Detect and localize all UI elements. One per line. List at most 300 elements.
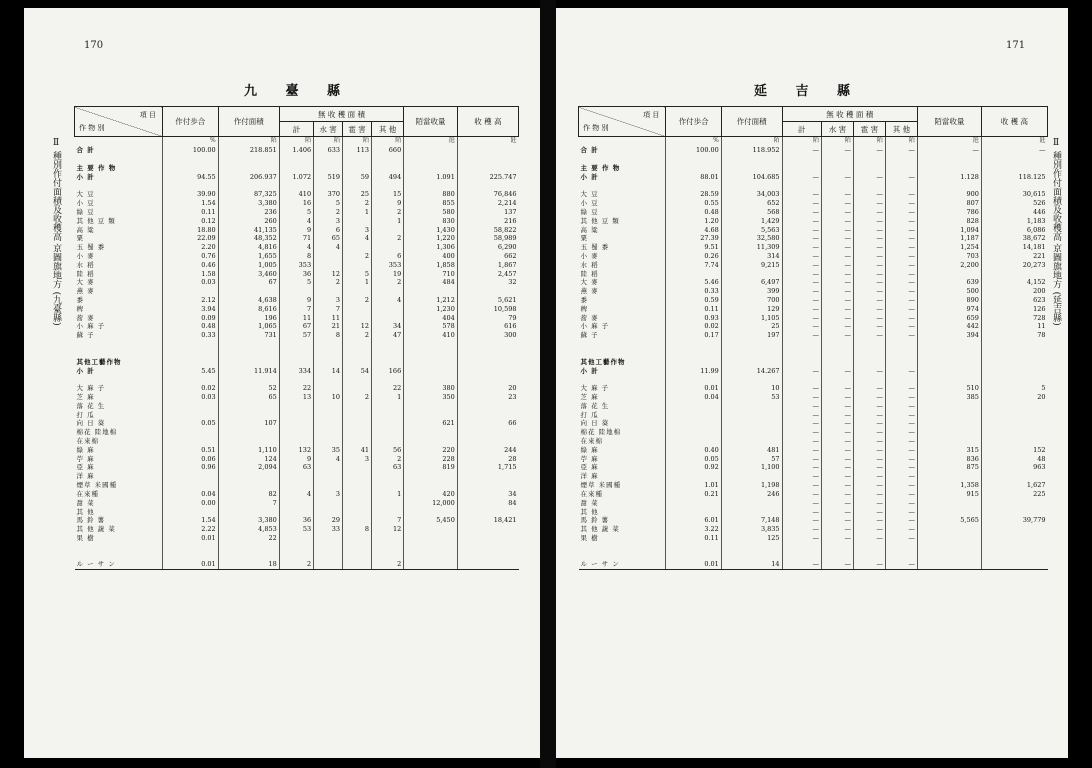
table-cell: 0.93 (666, 313, 721, 322)
table-row (579, 155, 1048, 164)
table-cell: 5 (314, 199, 343, 208)
crop-name: 煙草 米國種 (580, 481, 622, 490)
table-cell (343, 375, 372, 384)
table-cell: — (885, 472, 917, 481)
table-cell: 1.091 (404, 172, 458, 181)
table-cell (457, 375, 518, 384)
table-row (75, 437, 519, 446)
table-cell (721, 349, 782, 358)
table-row (75, 551, 519, 560)
table-row (579, 252, 1048, 261)
table-cell (885, 349, 917, 358)
table-cell (314, 463, 343, 472)
table-cell: — (885, 437, 917, 446)
table-cell: — (782, 296, 821, 305)
table-cell: — (821, 366, 853, 375)
crop-name: 其 他 豆 類 (76, 216, 116, 225)
table-cell (981, 525, 1047, 534)
table-cell (372, 481, 404, 490)
table-cell: 633 (314, 146, 343, 155)
table-cell (666, 410, 721, 419)
side-caption: Ⅱ 種別作付面積及收穫高 京圖旗地方 (延吉縣) (1051, 138, 1061, 326)
table-cell: 132 (279, 445, 313, 454)
table-cell (218, 340, 279, 349)
table-row (75, 234, 519, 243)
table-cell (372, 225, 404, 234)
table-cell: 890 (917, 296, 981, 305)
table-cell: — (782, 384, 821, 393)
table-cell: 137 (457, 208, 518, 217)
table-cell: 54 (343, 366, 372, 375)
table-cell (721, 419, 782, 428)
table-cell: 14.267 (721, 366, 782, 375)
table-row (579, 534, 1048, 543)
table-cell: — (782, 498, 821, 507)
table-cell: 41 (343, 445, 372, 454)
table-cell (821, 349, 853, 358)
table-cell: — (885, 393, 917, 402)
table-row (579, 181, 1048, 190)
right-page (556, 8, 1068, 758)
crop-name: 向 日 葵 (580, 419, 610, 428)
table-row (579, 410, 1048, 419)
table-row (75, 243, 519, 252)
table-row (75, 252, 519, 261)
header-item-bottom: 作 物 別 (79, 124, 105, 132)
crop-name (75, 542, 163, 551)
table-cell (917, 525, 981, 534)
table-cell: 2,214 (457, 199, 518, 208)
table-cell: 22 (218, 534, 279, 543)
table-cell: — (821, 287, 853, 296)
table-cell (981, 366, 1047, 375)
table-cell: 500 (917, 287, 981, 296)
table-cell (279, 472, 313, 481)
page-number: 171 (1006, 40, 1026, 51)
table-cell: 28 (457, 454, 518, 463)
table-row (579, 225, 1048, 234)
table-cell: 1,358 (917, 481, 981, 490)
table-cell (981, 163, 1047, 172)
table-cell: 3,380 (218, 199, 279, 208)
table-cell: 7 (279, 304, 313, 313)
table-cell: 9 (279, 296, 313, 305)
header-area: 作付面積 (218, 107, 279, 137)
table-cell (314, 155, 343, 164)
table-cell: 442 (917, 322, 981, 331)
table-cell: 5 (279, 208, 313, 217)
table-row (579, 172, 1048, 181)
table-cell: — (853, 498, 885, 507)
table-cell: — (885, 172, 917, 181)
table-cell: — (782, 331, 821, 340)
table-cell (218, 357, 279, 366)
table-cell (162, 507, 218, 516)
table-cell (404, 375, 458, 384)
header-total: 收 穫 高 (981, 107, 1047, 137)
table-cell (343, 163, 372, 172)
table-cell (721, 542, 782, 551)
table-cell: — (821, 172, 853, 181)
table-cell: 2 (372, 560, 404, 569)
table-cell: 100.00 (666, 146, 721, 155)
crop-name: 綠 麻 (580, 445, 599, 454)
crop-name: 甜 菜 (76, 498, 95, 507)
table-row (75, 410, 519, 419)
table-cell (404, 551, 458, 560)
crop-name: 其 他 蔬 菜 (580, 525, 620, 534)
table-cell: 8,616 (218, 304, 279, 313)
table-cell: — (885, 428, 917, 437)
table-cell: — (821, 437, 853, 446)
table-cell: — (885, 419, 917, 428)
table-cell: 32,580 (721, 234, 782, 243)
table-cell: 0.03 (162, 278, 218, 287)
table-cell (279, 401, 313, 410)
table-cell (782, 155, 821, 164)
crop-name: 綠 豆 (76, 207, 95, 216)
table-cell: 370 (314, 190, 343, 199)
table-cell: — (821, 278, 853, 287)
table-cell: — (853, 454, 885, 463)
table-cell (782, 551, 821, 560)
table-cell: 15 (372, 190, 404, 199)
table-cell: 855 (404, 199, 458, 208)
table-cell (218, 542, 279, 551)
table-row (579, 384, 1048, 393)
table-cell: 807 (917, 199, 981, 208)
table-cell (372, 551, 404, 560)
table-cell: — (782, 560, 821, 569)
table-row (579, 481, 1048, 490)
crop-name: 亞 麻 (580, 463, 599, 472)
crop-table (578, 106, 1048, 570)
table-row (579, 322, 1048, 331)
table-row (75, 445, 519, 454)
table-cell (404, 366, 458, 375)
table-cell (343, 304, 372, 313)
table-cell: — (853, 322, 885, 331)
table-cell (457, 181, 518, 190)
table-cell: — (821, 516, 853, 525)
crop-name: 大 麻 子 (580, 384, 610, 393)
table-cell: 5 (981, 384, 1047, 393)
table-cell: 19 (372, 269, 404, 278)
table-cell: 2.12 (162, 296, 218, 305)
table-cell (917, 401, 981, 410)
table-cell: 107 (218, 419, 279, 428)
table-cell: — (885, 490, 917, 499)
table-cell: 2 (343, 252, 372, 261)
table-cell: 2 (314, 208, 343, 217)
table-cell: 8 (314, 331, 343, 340)
table-cell: 244 (457, 445, 518, 454)
table-row (579, 551, 1048, 560)
table-cell: 0.11 (666, 534, 721, 543)
table-cell (457, 366, 518, 375)
table-cell: — (853, 278, 885, 287)
table-cell (457, 410, 518, 419)
table-cell: — (853, 252, 885, 261)
table-cell (981, 349, 1047, 358)
table-cell: 34 (372, 322, 404, 331)
table-cell: 1 (372, 490, 404, 499)
unit-cell: 瓩 (404, 137, 458, 146)
table-row (579, 190, 1048, 199)
table-cell: 314 (721, 252, 782, 261)
table-cell: 0.17 (666, 331, 721, 340)
table-cell (314, 542, 343, 551)
crop-name: 在來棉 (76, 437, 99, 446)
page-number: 170 (84, 40, 104, 51)
table-cell (343, 181, 372, 190)
table-cell: 2 (343, 393, 372, 402)
table-row (579, 516, 1048, 525)
unit-cell: 陌 (343, 137, 372, 146)
table-cell (981, 472, 1047, 481)
table-row (579, 366, 1048, 375)
table-cell: 0.48 (666, 208, 721, 217)
header-item-top: 項 目 (139, 111, 156, 119)
table-cell: 88.01 (666, 172, 721, 181)
unit-cell (75, 137, 163, 146)
table-cell: 36 (279, 269, 313, 278)
table-cell: 1.54 (162, 516, 218, 525)
table-cell (981, 181, 1047, 190)
table-cell: — (885, 401, 917, 410)
table-cell: — (885, 216, 917, 225)
table-cell: — (782, 410, 821, 419)
table-cell (314, 340, 343, 349)
table-cell (314, 260, 343, 269)
table-cell (457, 507, 518, 516)
table-cell (279, 410, 313, 419)
table-cell: 206.937 (218, 172, 279, 181)
table-cell: 8 (343, 525, 372, 534)
table-cell: 2 (343, 296, 372, 305)
table-row (75, 542, 519, 551)
table-cell: 56 (372, 445, 404, 454)
table-cell: 410 (404, 331, 458, 340)
table-cell (372, 410, 404, 419)
table-cell: — (821, 146, 853, 155)
table-cell: 3.94 (162, 304, 218, 313)
table-cell (162, 163, 218, 172)
table-cell (885, 181, 917, 190)
table-cell: 1,655 (218, 252, 279, 261)
table-cell: 4 (314, 454, 343, 463)
table-cell (372, 419, 404, 428)
table-row (75, 525, 519, 534)
table-cell: 446 (981, 208, 1047, 217)
table-cell: — (885, 234, 917, 243)
table-row (75, 146, 519, 155)
table-cell (782, 375, 821, 384)
table-cell: 710 (404, 269, 458, 278)
table-row (75, 296, 519, 305)
table-cell (404, 181, 458, 190)
table-cell (162, 349, 218, 358)
table-cell: 67 (218, 278, 279, 287)
table-cell: — (782, 454, 821, 463)
table-row (579, 498, 1048, 507)
crop-name: 落 花 生 (76, 401, 106, 410)
table-cell (981, 437, 1047, 446)
table-cell (404, 146, 458, 155)
table-cell (666, 340, 721, 349)
table-cell (314, 349, 343, 358)
table-cell: — (821, 463, 853, 472)
table-cell (782, 349, 821, 358)
table-cell (853, 181, 885, 190)
table-cell (314, 357, 343, 366)
table-cell: — (782, 445, 821, 454)
table-cell (162, 375, 218, 384)
table-cell: 118.125 (981, 172, 1047, 181)
table-cell (279, 551, 313, 560)
table-row (75, 340, 519, 349)
table-row (75, 481, 519, 490)
table-cell: — (821, 445, 853, 454)
unit-cell: 瓩 (457, 137, 518, 146)
table-cell: — (853, 463, 885, 472)
table-row (579, 278, 1048, 287)
book-spine (540, 0, 556, 768)
table-cell: — (853, 199, 885, 208)
crop-name (75, 349, 163, 358)
table-cell: 1,198 (721, 481, 782, 490)
table-cell: 13 (279, 393, 313, 402)
table-cell (404, 155, 458, 164)
table-cell (457, 357, 518, 366)
table-cell (666, 401, 721, 410)
table-cell: — (885, 410, 917, 419)
table-cell: 1.58 (162, 269, 218, 278)
table-cell (162, 287, 218, 296)
table-cell: 3,835 (721, 525, 782, 534)
table-cell (885, 375, 917, 384)
table-cell: 5.46 (666, 278, 721, 287)
table-cell: 0.02 (162, 384, 218, 393)
table-cell (782, 357, 821, 366)
table-cell (457, 155, 518, 164)
table-cell (372, 472, 404, 481)
table-cell (314, 252, 343, 261)
unit-cell: 陌 (279, 137, 313, 146)
unit-cell: 陌 (372, 137, 404, 146)
table-row (579, 163, 1048, 172)
crop-name: 其 他 豆 類 (580, 216, 620, 225)
table-cell (372, 542, 404, 551)
table-cell: — (885, 366, 917, 375)
table-row (579, 313, 1048, 322)
crop-name (579, 349, 666, 358)
table-cell (853, 163, 885, 172)
crop-name: 在來種 (580, 489, 603, 498)
table-cell: 21 (314, 322, 343, 331)
table-cell: — (853, 534, 885, 543)
table-cell (457, 437, 518, 446)
table-cell: 0.51 (162, 445, 218, 454)
table-cell (981, 542, 1047, 551)
table-cell (821, 542, 853, 551)
table-cell (343, 313, 372, 322)
table-cell: 20 (981, 393, 1047, 402)
table-cell (853, 542, 885, 551)
table-cell: 652 (721, 199, 782, 208)
table-cell (343, 384, 372, 393)
table-cell: 4 (279, 216, 313, 225)
table-cell: 1,254 (917, 243, 981, 252)
crop-name: 蘇 子 (580, 331, 599, 340)
table-cell: 6,497 (721, 278, 782, 287)
table-cell: — (885, 331, 917, 340)
table-cell: — (853, 401, 885, 410)
table-cell (162, 542, 218, 551)
table-cell: 63 (372, 463, 404, 472)
crop-name: 亞 麻 (76, 463, 95, 472)
table-cell (372, 155, 404, 164)
table-cell: 10,598 (457, 304, 518, 313)
table-cell: 519 (314, 172, 343, 181)
table-cell: 7,148 (721, 516, 782, 525)
table-cell (162, 181, 218, 190)
table-cell (314, 401, 343, 410)
crop-name: 小 計 (76, 366, 95, 375)
table-row (75, 304, 519, 313)
table-cell: 34,003 (721, 190, 782, 199)
table-cell (666, 357, 721, 366)
table-cell (981, 401, 1047, 410)
table-cell (162, 155, 218, 164)
table-cell: 0.06 (162, 454, 218, 463)
crop-name (579, 375, 666, 384)
table-cell (917, 366, 981, 375)
crop-name: 洋 麻 (76, 472, 95, 481)
table-row (75, 225, 519, 234)
table-cell: 700 (721, 296, 782, 305)
table-row (579, 490, 1048, 499)
table-cell: — (853, 260, 885, 269)
crop-name: 其 他 (580, 507, 599, 516)
crop-name: 其 他 蔬 菜 (76, 525, 116, 534)
table-cell (721, 428, 782, 437)
table-row (75, 199, 519, 208)
table-cell (162, 357, 218, 366)
table-row (75, 375, 519, 384)
table-cell: — (885, 313, 917, 322)
table-cell: 228 (404, 454, 458, 463)
table-cell (314, 384, 343, 393)
crop-name: 在來棉 (580, 437, 603, 446)
table-row (579, 234, 1048, 243)
table-cell (917, 428, 981, 437)
table-cell: 0.55 (666, 199, 721, 208)
table-cell: — (782, 252, 821, 261)
table-cell (917, 181, 981, 190)
table-cell: — (782, 234, 821, 243)
crop-name: 小 豆 (580, 199, 599, 208)
table-cell (162, 401, 218, 410)
table-cell (917, 551, 981, 560)
table-cell (279, 375, 313, 384)
table-cell: 0.96 (162, 463, 218, 472)
table-cell: 12 (372, 525, 404, 534)
table-cell (279, 349, 313, 358)
table-cell: 6.01 (666, 516, 721, 525)
table-cell (721, 340, 782, 349)
table-cell (457, 287, 518, 296)
